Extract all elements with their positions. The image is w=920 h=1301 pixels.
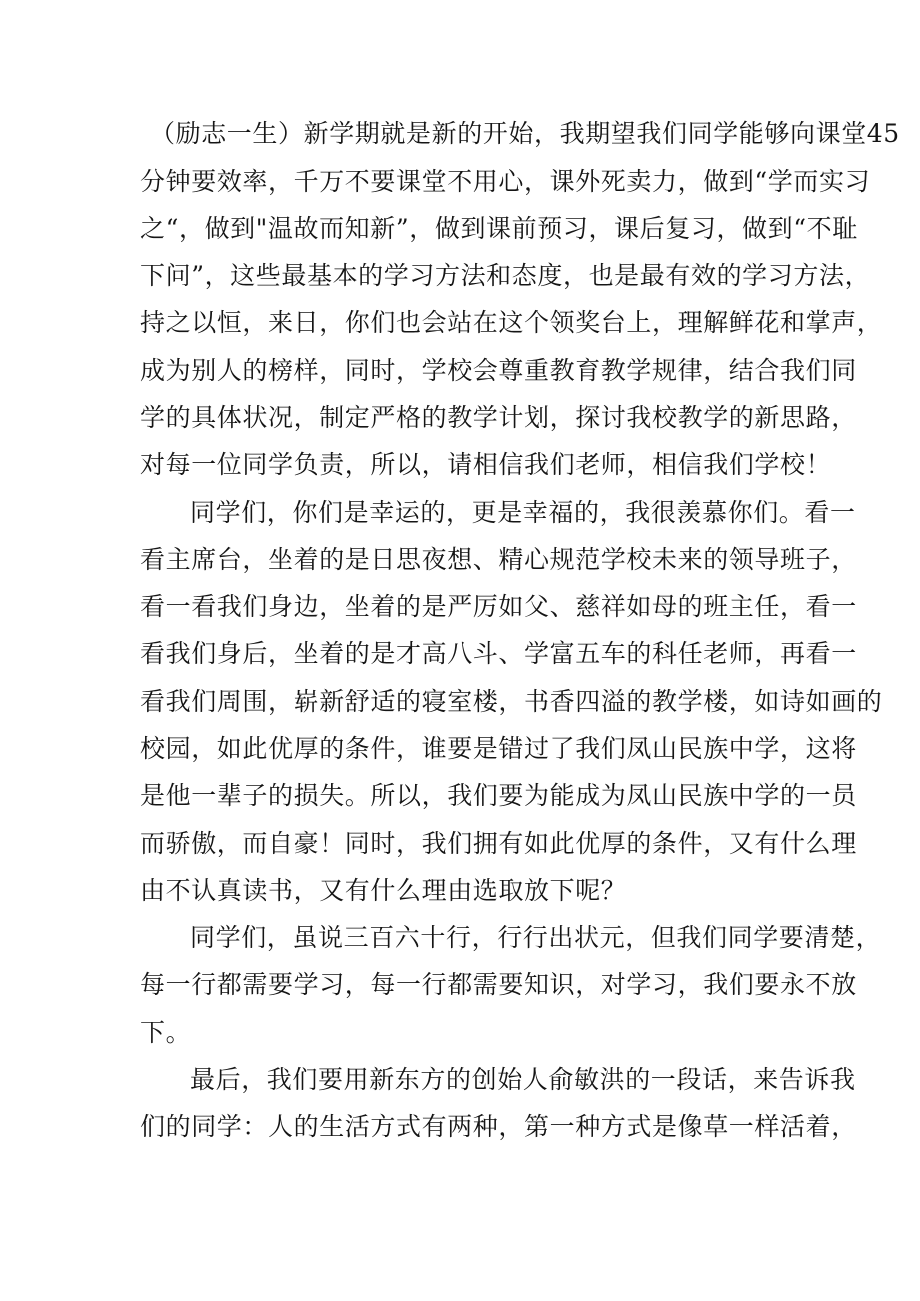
paragraph-2-line-4: 看我们身后，坐着的是才高八斗、学富五车的科任老师，再看一 (140, 639, 857, 668)
paragraph-2-line-9: 由不认真读书，又有什么理由选取放下呢？ (140, 876, 627, 905)
paragraph-1-line-7: 学的具体状况，制定严格的教学计划，探讨我校教学的新思路， (140, 403, 857, 432)
paragraph-2-line-2: 看主席台，坐着的是日思夜想、精心规范学校未来的领导班子， (140, 545, 857, 574)
paragraph-1-line-8: 对每一位同学负责，所以，请相信我们老师，相信我们学校！ (140, 450, 832, 479)
paragraph-4-line-1: 最后，我们要用新东方的创始人俞敏洪的一段话，来告诉我 (190, 1065, 856, 1094)
paragraph-2-line-6: 校园，如此优厚的条件，谁要是错过了我们凤山民族中学，这将 (140, 734, 857, 763)
paragraph-3-line-3: 下。 (140, 1018, 192, 1047)
paragraph-2-line-7: 是他一辈子的损失。所以，我们要为能成为凤山民族中学的一员 (140, 781, 857, 810)
paragraph-1-line-3: 之“，做到"温故而知新”，做到课前预习，课后复习，做到“不耻 (140, 214, 858, 243)
paragraph-1-line-1: （励志一生）新学期就是新的开始，我期望我们同学能够向课堂45 (150, 119, 900, 148)
paragraph-1-line-5: 持之以恒，来日，你们也会站在这个领奖台上，理解鲜花和掌声， (140, 308, 883, 337)
paragraph-2-line-3: 看一看我们身边，坐着的是严厉如父、慈祥如母的班主任，看一 (140, 592, 857, 621)
paragraph-4-line-2: 们的同学：人的生活方式有两种，第一种方式是像草一样活着， (140, 1112, 857, 1141)
paragraph-1-line-4: 下问”，这些最基本的学习方法和态度，也是最有效的学习方法， (140, 261, 871, 290)
paragraph-2-line-8: 而骄傲，而自豪！同时，我们拥有如此优厚的条件，又有什么理 (140, 829, 857, 858)
paragraph-3-line-1: 同学们，虽说三百六十行，行行出状元，但我们同学要清楚， (190, 923, 882, 952)
paragraph-2-line-1: 同学们，你们是幸运的，更是幸福的，我很羡慕你们。看一 (190, 498, 856, 527)
paragraph-2-line-5: 看我们周围，崭新舒适的寝室楼，书香四溢的教学楼，如诗如画的 (140, 687, 883, 716)
paragraph-1-line-2: 分钟要效率，千万不要课堂不用心，课外死卖力，做到“学而实习 (140, 167, 871, 196)
paragraph-3-line-2: 每一行都需要学习，每一行都需要知识，对学习，我们要永不放 (140, 970, 857, 999)
paragraph-1-line-6: 成为别人的榜样，同时，学校会尊重教育教学规律，结合我们同 (140, 356, 857, 385)
